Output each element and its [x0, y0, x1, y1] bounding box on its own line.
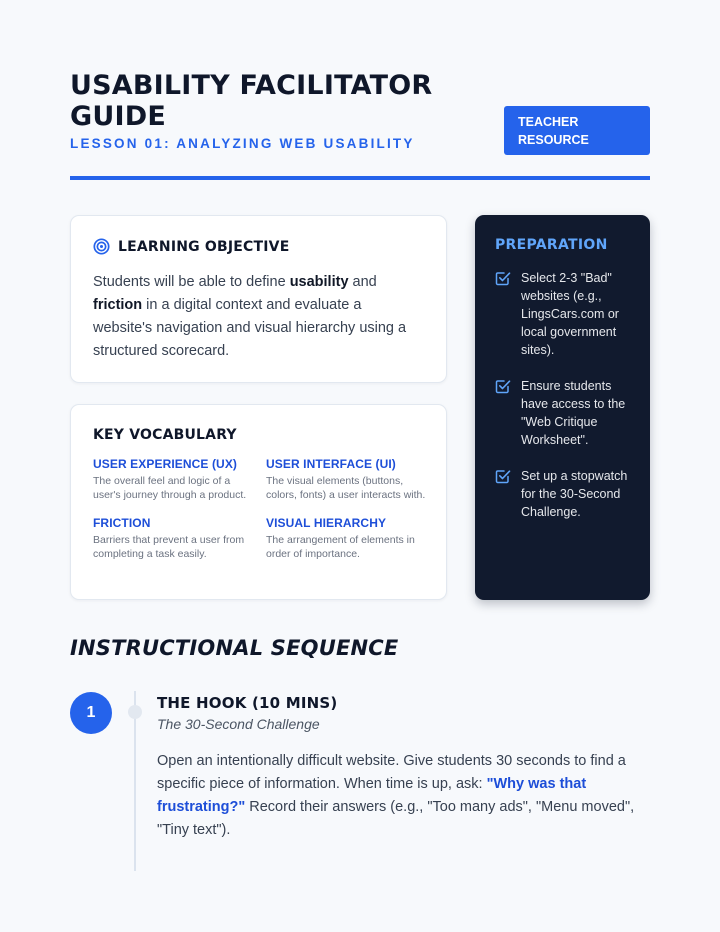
objective-text-start: Students will be able to define: [93, 274, 290, 290]
step-body-start: Open an intentionally difficult website. Give students 30 seconds to find a specific piece of information. When time is up, ask:: [157, 753, 626, 792]
vocab-item: [266, 457, 439, 502]
preparation-list: [495, 269, 630, 521]
step-title: THE HOOK (10 MINS): [157, 694, 338, 712]
preparation-item: [495, 377, 630, 449]
page-title: USABILITY FACILITATOR GUIDE: [70, 70, 433, 132]
learning-objective-title: LEARNING OBJECTIVE: [118, 238, 290, 255]
vocab-term: USER INTERFACE (UI): [266, 457, 396, 471]
preparation-item-text: Set up a stopwatch for the 30-Second Challenge.: [521, 469, 628, 519]
vocab-term: USER EXPERIENCE (UX): [93, 457, 238, 471]
vocab-definition: The visual elements (buttons, colors, fonts) a user interacts with.: [266, 475, 426, 501]
preparation-item-text: Ensure students have access to the "Web Critique Worksheet".: [521, 379, 626, 447]
vocab-definition: Barriers that prevent a user from completing a task easily.: [93, 534, 245, 560]
preparation-item-text: Select 2-3 "Bad" websites (e.g., LingsCars.com or local government sites).: [521, 271, 619, 357]
preparation-panel: [475, 215, 650, 600]
sequence-step: [157, 694, 650, 842]
vocab-term: VISUAL HIERARCHY: [266, 516, 387, 530]
checkbox-icon: [495, 270, 511, 286]
objective-term-friction: friction: [93, 297, 143, 313]
key-vocabulary-card: [70, 404, 447, 600]
learning-objective-heading: [93, 238, 424, 255]
teacher-resource-badge: TEACHER RESOURCE: [504, 106, 650, 155]
instructional-sequence-heading: INSTRUCTIONAL SEQUENCE: [70, 636, 399, 660]
vocab-item: [93, 457, 266, 502]
vocab-item: [266, 516, 439, 561]
timeline-dot: [128, 705, 142, 719]
lesson-subtitle: LESSON 01: ANALYZING WEB USABILITY: [70, 136, 415, 151]
learning-objective-card: [70, 215, 447, 383]
vocab-item: [93, 516, 266, 561]
key-vocabulary-heading: KEY VOCABULARY: [93, 427, 237, 443]
vocab-definition: The overall feel and logic of a user's journey through a product.: [93, 475, 247, 501]
header-divider: [70, 176, 650, 180]
checkbox-icon: [495, 378, 511, 394]
step-number-badge: 1: [70, 692, 112, 734]
objective-text-end: in a digital context and evaluate a website's navigation and visual hierarchy using a structured scorecard.: [93, 297, 407, 359]
step-question: "Why was that frustrating?": [157, 776, 587, 815]
learning-objective-text: [93, 271, 424, 363]
objective-term-usability: usability: [289, 274, 349, 290]
objective-text-and: and: [348, 274, 377, 290]
page-header: [70, 70, 650, 151]
preparation-item: [495, 467, 630, 521]
step-body-end: Record their answers (e.g., "Too many ads", "Menu moved", "Tiny text").: [157, 799, 635, 838]
vocab-definition: The arrangement of elements in order of importance.: [266, 534, 415, 560]
vocab-term: FRICTION: [93, 516, 151, 530]
checkbox-icon: [495, 468, 511, 484]
vocabulary-grid: [93, 457, 424, 561]
target-icon: [93, 238, 110, 255]
step-subtitle: The 30-Second Challenge: [157, 716, 320, 732]
preparation-item: [495, 269, 630, 359]
preparation-heading: PREPARATION: [495, 237, 608, 253]
step-body: [157, 750, 650, 842]
